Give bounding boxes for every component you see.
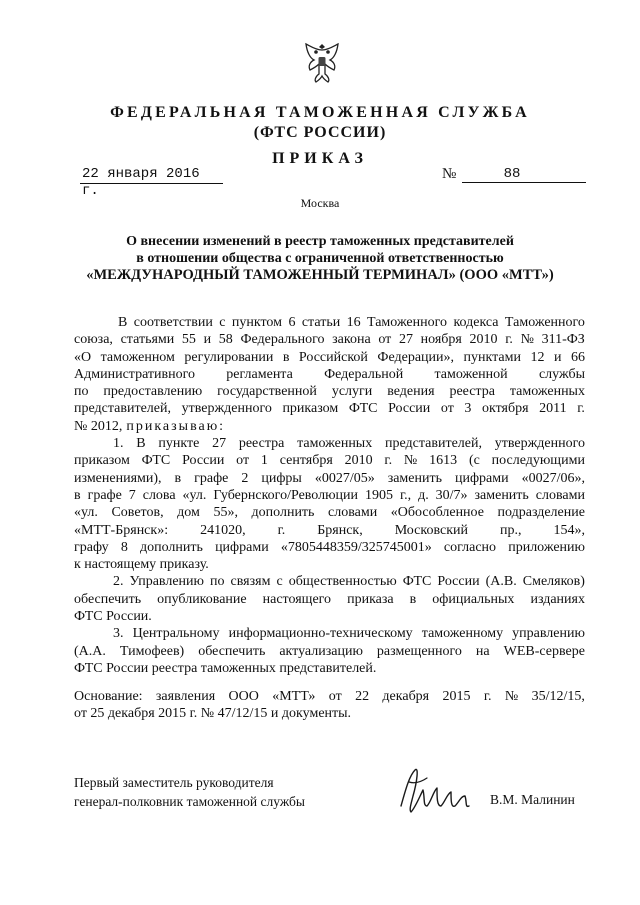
word: «0027/05» — [314, 470, 375, 486]
word: пунктами — [463, 349, 521, 365]
title-line: в отношении общества с ограниченной ответственностью — [136, 251, 504, 266]
word: официальных — [432, 591, 515, 607]
preamble-last-prefix: № 2012, — [74, 418, 123, 434]
word: Административного — [74, 366, 196, 382]
word: графе — [87, 487, 122, 503]
word: 55 — [181, 332, 196, 348]
word: 8 — [120, 539, 128, 555]
word: статьями — [120, 332, 175, 348]
text-line — [74, 591, 585, 608]
word: приказом — [282, 401, 339, 417]
text-line — [74, 470, 585, 487]
coat-of-arms-icon — [304, 40, 340, 86]
word: таможенному — [421, 626, 504, 642]
document-body — [74, 314, 585, 677]
text-line — [74, 435, 585, 452]
word: обеспечить — [198, 643, 266, 659]
word: таможенном — [100, 349, 175, 365]
word: 27 — [212, 436, 227, 452]
word: цифры — [261, 470, 302, 486]
word: «МТТ» — [272, 689, 316, 704]
word: Московский — [394, 522, 468, 538]
word: государственной — [217, 384, 317, 400]
text-line — [74, 452, 585, 469]
word: 55», — [213, 505, 238, 521]
word: Брянск, — [317, 522, 363, 538]
word: Российской — [298, 349, 368, 365]
word: дополнить — [140, 539, 203, 555]
preamble-last-line — [74, 418, 585, 435]
word: с — [219, 315, 226, 330]
word: утвержденного — [494, 436, 585, 452]
word: Губернского/Революции — [213, 487, 359, 503]
word: подразделение — [497, 505, 585, 521]
word: России — [388, 401, 431, 417]
word: дополнить — [251, 505, 315, 521]
word: 154», — [553, 522, 585, 538]
word: г. — [483, 689, 492, 704]
position-line: Первый заместитель руководителя — [74, 775, 274, 790]
city: Москва — [300, 196, 340, 210]
word: таможенных — [509, 384, 585, 400]
word: ФТС — [348, 401, 378, 417]
basis-block — [74, 688, 585, 723]
word: по — [210, 574, 225, 590]
word: 27 — [398, 332, 413, 348]
text-line — [74, 366, 585, 383]
word: Таможенного — [504, 315, 585, 330]
item-2-paragraph — [74, 573, 585, 608]
word: регулировании — [184, 349, 274, 365]
word: словами — [328, 505, 378, 521]
text-line — [74, 314, 585, 331]
word: закона — [332, 332, 371, 348]
word: актуализацию — [279, 643, 363, 659]
document-date: 22 января 2016 г. — [80, 166, 223, 184]
word: приказом — [74, 453, 130, 469]
word: настоящего — [262, 591, 332, 607]
item-1-paragraph — [74, 435, 585, 556]
word: 2. — [113, 574, 124, 590]
word: 1 — [260, 453, 268, 469]
word: по — [74, 384, 89, 400]
word: 3 — [464, 401, 472, 417]
text-line — [74, 331, 585, 348]
word: 1. — [113, 436, 124, 452]
item-3-last-line: ФТС России реестра таможенных представителей. — [74, 660, 377, 676]
preamble-paragraph — [74, 314, 585, 418]
word: заявления — [155, 689, 216, 704]
word: сентября — [279, 453, 333, 469]
word: «ул. — [182, 487, 207, 503]
word: России — [182, 453, 225, 469]
word: приложению — [508, 539, 585, 555]
word: и — [203, 332, 212, 348]
text-line — [74, 504, 585, 521]
order-word: приказываю: — [126, 418, 226, 434]
word: ведения — [387, 384, 435, 400]
word: Советов, — [111, 505, 164, 521]
word: от — [378, 332, 392, 348]
word: д. — [418, 487, 429, 503]
word: службы — [538, 366, 585, 382]
word: услуги — [331, 384, 373, 400]
word: заменить — [387, 470, 442, 486]
word: графе — [194, 470, 229, 486]
document-type: ПРИКАЗ — [272, 150, 368, 167]
title-line: О внесении изменений в реестр таможенных представителей — [126, 234, 514, 249]
word: изменениями), — [74, 470, 162, 486]
text-line — [74, 688, 585, 705]
word: «МТТ-Брянск»: — [74, 522, 169, 538]
word: пункте — [158, 436, 200, 452]
word: 311-ФЗ — [541, 332, 585, 348]
word: октября — [482, 401, 529, 417]
word: ФТС — [141, 453, 171, 469]
word: графу — [74, 539, 109, 555]
word: Смеляков) — [522, 574, 585, 590]
word: опубликование — [157, 591, 247, 607]
word: «О — [74, 349, 92, 365]
word: пр., — [499, 522, 522, 538]
word: г. — [384, 453, 393, 469]
title-line: «МЕЖДУНАРОДНЫЙ ТАМОЖЕННЫЙ ТЕРМИНАЛ» (ООО «МТТ») — [86, 267, 554, 283]
item-1-last-line: к настоящему приказу. — [74, 557, 209, 573]
word: от — [440, 401, 454, 417]
word: 35/12/15, — [531, 689, 585, 704]
word: кодекса — [453, 315, 499, 330]
word: согласно — [443, 539, 497, 555]
word: размещенного — [376, 643, 462, 659]
word: в — [409, 591, 417, 607]
word: Центральному — [132, 626, 220, 642]
word: «ул. — [74, 505, 98, 521]
organization-short-name: (ФТС РОССИИ) — [253, 124, 387, 141]
word: № — [403, 453, 418, 469]
word: WEB-сервере — [503, 643, 585, 659]
word: 2010 — [344, 453, 373, 469]
signatory-name: В.М. Малинин — [490, 792, 575, 807]
document-number: 88 — [462, 166, 586, 183]
word: управлению — [512, 626, 585, 642]
word: России — [437, 574, 480, 590]
word: соответствии — [133, 315, 213, 330]
word: № — [520, 332, 534, 348]
word: утвержденного — [181, 401, 272, 417]
word: 30/7» — [435, 487, 468, 503]
word: В — [136, 436, 146, 452]
word: 16 — [346, 315, 361, 330]
word: и — [553, 349, 562, 365]
item-2-last-line: ФТС России. — [74, 609, 152, 625]
word: г. — [505, 332, 513, 348]
word: «Обособленное — [390, 505, 484, 521]
word: 7 — [128, 487, 136, 503]
word: ноября — [420, 332, 462, 348]
word: Управлению — [129, 574, 204, 590]
word: от — [236, 453, 250, 469]
text-line — [74, 487, 585, 504]
word: приказа — [347, 591, 394, 607]
word: «0027/06», — [521, 470, 585, 486]
word: 66 — [570, 349, 585, 365]
word: 6 — [288, 315, 296, 330]
text-line — [74, 522, 585, 539]
text-line — [74, 573, 585, 590]
word: № — [504, 689, 519, 704]
word: с — [276, 574, 283, 590]
word: пунктом — [231, 315, 283, 330]
organization-name: ФЕДЕРАЛЬНАЯ ТАМОЖЕННАЯ СЛУЖБА — [110, 104, 530, 121]
word: представителей, — [384, 436, 482, 452]
word: реестра — [238, 436, 285, 452]
document-title — [60, 233, 580, 284]
word: Основание: — [74, 689, 143, 704]
word: 2015 — [442, 689, 471, 704]
word: ООО — [228, 689, 259, 704]
word: общественностью — [288, 574, 397, 590]
word: 1613 — [429, 453, 458, 469]
basis-line: от 25 декабря 2015 г. № 47/12/15 и документы. — [74, 706, 352, 722]
word: регламента — [226, 366, 293, 382]
word: цифрами — [215, 539, 269, 555]
word: в — [74, 487, 81, 503]
item-3-paragraph — [74, 625, 585, 660]
word: декабря — [382, 689, 430, 704]
word: Тимофеев) — [119, 643, 185, 659]
text-line — [74, 643, 585, 660]
word: 58 — [218, 332, 233, 348]
word: «7805448359/325745001» — [280, 539, 432, 555]
word: изданиях — [530, 591, 585, 607]
text-line — [74, 349, 585, 366]
text-line — [74, 539, 585, 556]
word: на — [475, 643, 490, 659]
text-line — [74, 625, 585, 642]
basis-line — [74, 688, 585, 705]
word: 2011 — [539, 401, 567, 417]
word: г. — [277, 522, 286, 538]
word: информационно-техническому — [228, 626, 413, 642]
word: союза, — [74, 332, 113, 348]
word: 2 — [241, 470, 249, 486]
word: Федеральной — [324, 366, 404, 382]
word: Федерального — [240, 332, 325, 348]
word: (А.В. — [485, 574, 517, 590]
word: слова — [142, 487, 176, 503]
word: от — [328, 689, 342, 704]
position-line: генерал-полковник таможенной службы — [74, 794, 305, 809]
word: 241020, — [200, 522, 246, 538]
number-sign: № — [442, 166, 457, 182]
word: в — [282, 349, 290, 365]
word: 12 — [530, 349, 545, 365]
word: (А.А. — [74, 643, 106, 659]
word: связям — [230, 574, 271, 590]
word: дом — [177, 505, 200, 521]
word: 22 — [355, 689, 370, 704]
word: г., — [399, 487, 412, 503]
signatory-position — [74, 773, 305, 811]
word: ФТС — [402, 574, 432, 590]
word: заменить — [474, 487, 529, 503]
word: предоставлению — [103, 384, 203, 400]
word: представителей, — [74, 401, 171, 417]
word: статьи — [301, 315, 341, 330]
word: в — [174, 470, 182, 486]
word: (с — [468, 453, 480, 469]
word: 3. — [113, 626, 124, 642]
text-line — [74, 383, 585, 400]
word: Таможенного — [367, 315, 448, 330]
word: цифрами — [454, 470, 509, 486]
word: г. — [577, 401, 585, 417]
word: реестра — [449, 384, 495, 400]
word: последующими — [491, 453, 585, 469]
word: обеспечить — [74, 591, 142, 607]
word: 1905 — [365, 487, 393, 503]
word: В — [118, 315, 128, 330]
word: таможенных — [297, 436, 373, 452]
handwritten-signature-icon — [395, 762, 475, 818]
text-line — [74, 400, 585, 417]
word: словами — [535, 487, 585, 503]
word: 2010 — [469, 332, 498, 348]
word: таможенной — [434, 366, 508, 382]
word: Федерации», — [377, 349, 455, 365]
